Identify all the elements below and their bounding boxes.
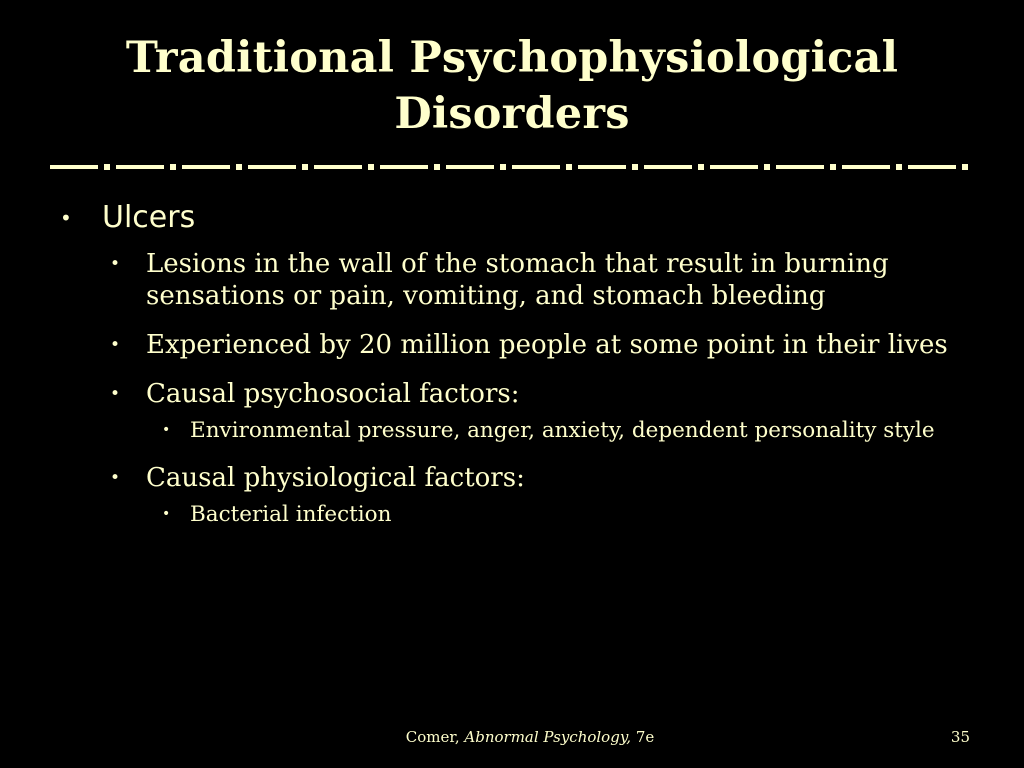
divider-dash: [314, 165, 362, 169]
divider-dot: [302, 164, 308, 170]
bullet-text: Causal physiological factors:: [146, 463, 525, 493]
divider-dash: [446, 165, 494, 169]
bullet-dot: •: [110, 384, 121, 404]
title-line-1: Traditional Psychophysiological: [125, 33, 899, 83]
bullet-dot: •: [110, 254, 121, 274]
divider-dash: [644, 165, 692, 169]
bullet-list: [58, 198, 968, 546]
bullet-text: Ulcers: [102, 200, 196, 235]
bullet-text: Environmental pressure, anger, anxiety, dependent personality style: [190, 418, 935, 443]
divider-dot: [434, 164, 440, 170]
page-number: 35: [950, 728, 970, 746]
divider-dot: [764, 164, 770, 170]
bullet-dot: •: [162, 506, 171, 522]
bullet-text: Lesions in the wall of the stomach that result in burning sensations or pain, vomiting, and stomach bleeding: [146, 249, 889, 311]
bullet-item-level1: [58, 198, 968, 238]
divider-dot: [896, 164, 902, 170]
footer-book-title: Abnormal Psychology,: [464, 728, 632, 746]
divider-dash: [116, 165, 164, 169]
divider-dash: [182, 165, 230, 169]
slide-title: [40, 30, 984, 142]
footer-author: Comer,: [405, 728, 460, 746]
divider-dash: [578, 165, 626, 169]
divider-dash: [842, 165, 890, 169]
divider-dot: [698, 164, 704, 170]
bullet-dot: •: [162, 422, 171, 438]
divider-dot: [566, 164, 572, 170]
divider-dash: [776, 165, 824, 169]
title-line-2: Disorders: [394, 89, 630, 139]
divider-dash: [908, 165, 956, 169]
divider-dash: [50, 165, 98, 169]
divider-dot: [170, 164, 176, 170]
bullet-item-level2: [58, 462, 968, 494]
bullet-text: Experienced by 20 million people at some point in their lives: [146, 330, 948, 360]
bullet-item-level2: [58, 378, 968, 410]
divider-dot: [632, 164, 638, 170]
divider-dot: [236, 164, 242, 170]
footer-edition: 7e: [635, 728, 655, 746]
bullet-item-level2: [58, 329, 968, 361]
divider-dot: [104, 164, 110, 170]
divider-dash: [512, 165, 560, 169]
bullet-text: Bacterial infection: [190, 502, 392, 527]
bullet-item-level2: [58, 248, 968, 312]
bullet-item-level3: [58, 417, 968, 444]
bullet-dot: •: [60, 206, 72, 230]
bullet-item-level3: [58, 501, 968, 528]
divider-dash: [248, 165, 296, 169]
divider-dot: [962, 164, 968, 170]
divider-dot: [830, 164, 836, 170]
divider-dash: [380, 165, 428, 169]
slide-footer: [380, 728, 680, 746]
bullet-text: Causal psychosocial factors:: [146, 379, 520, 409]
divider-dot: [368, 164, 374, 170]
title-divider: [50, 160, 978, 174]
divider-dash: [710, 165, 758, 169]
bullet-dot: •: [110, 335, 121, 355]
divider-dot: [500, 164, 506, 170]
bullet-dot: •: [110, 468, 121, 488]
